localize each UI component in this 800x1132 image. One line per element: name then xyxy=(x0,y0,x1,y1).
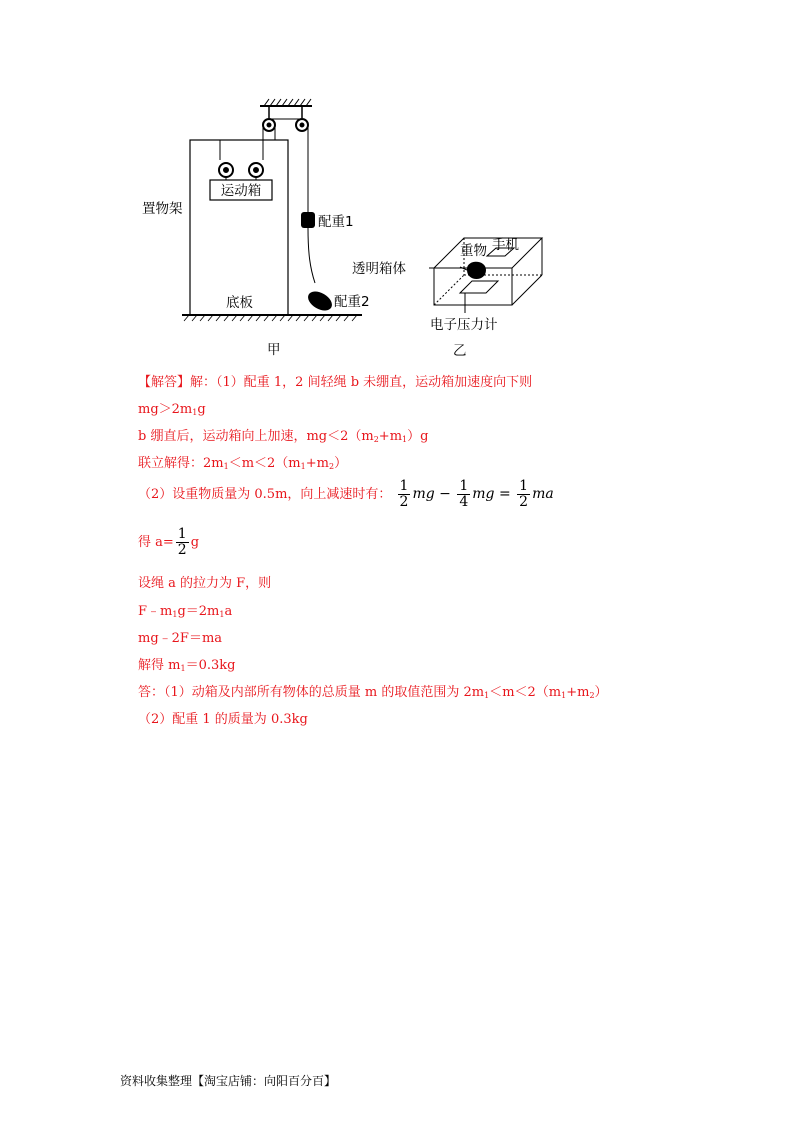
fraction: $\frac{1}{2}$ xyxy=(399,478,409,510)
page-footer: 资料收集整理【淘宝店铺：向阳百分百】 xyxy=(120,1074,337,1088)
fraction: $\frac{1}{4}$ xyxy=(459,478,469,510)
fraction: $\frac{1}{2}$ xyxy=(519,478,529,510)
transparent-box xyxy=(434,238,542,305)
transparent-box-label: 透明箱体 xyxy=(352,261,406,277)
solution-line-1: 【解答】解：（1）配重 1，2 间轻绳 b 未绷直，运动箱加速度向下则 xyxy=(138,375,533,390)
scale-label: 电子压力计 xyxy=(430,317,498,333)
counterweight-2 xyxy=(305,288,336,315)
solution-line-2: $mg>2m_1g$ xyxy=(138,402,206,417)
heavy-object xyxy=(467,262,486,279)
solution-line-3: b 绷直后，运动箱向上加速，$mg<2(m_2+m_1)g$ xyxy=(138,429,429,444)
ropes xyxy=(220,119,315,283)
shelf-label: 置物架 xyxy=(142,201,183,217)
solution-line-9: mg﹣2F＝ma xyxy=(138,631,223,646)
top-pulleys xyxy=(263,119,308,131)
fraction: $\frac{1}{2}$ xyxy=(177,526,187,558)
counterweight-1 xyxy=(301,212,315,228)
shelf-frame xyxy=(190,140,288,315)
caption-b: 乙 xyxy=(453,343,467,359)
physics-figure xyxy=(130,88,570,368)
scale-plate xyxy=(460,281,498,293)
box-pulleys xyxy=(219,163,263,180)
solution-line-5: （2）设重物质量为 0.5m，向上减速时有： $\frac{1}{2}$ mg − $\frac{1}{4}$ mg = $\frac{1}{2}$ ma xyxy=(138,478,554,510)
floor xyxy=(182,315,362,321)
solution-line-8: $F﹣m_1g=2m_1a$ xyxy=(138,604,233,619)
solution-line-12: （2）配重 1 的质量为 0.3kg xyxy=(138,712,308,727)
solution-line-6: 得 a= $\frac{1}{2}$ g xyxy=(138,526,200,558)
counterweight-2-label: 配重2 xyxy=(334,294,370,310)
moving-box-label: 运动箱 xyxy=(220,183,262,199)
heavy-object-label: 重物 xyxy=(460,243,487,259)
phone-label: 手机 xyxy=(492,237,519,253)
solution-line-7: 设绳 a 的拉力为 F，则 xyxy=(138,576,272,591)
caption-a: 甲 xyxy=(267,342,281,358)
solution-line-10: 解得 $m_1=0.3kg$ xyxy=(138,658,236,673)
base-plate-label: 底板 xyxy=(226,295,253,311)
solution-line-11: 答：（1）动箱及内部所有物体的总质量 m 的取值范围为 $2m_1<m<2(m_1+m_2)$ xyxy=(138,685,608,700)
solution-line-4: 联立解得：$2m_1<m<2(m_1+m_2)$ xyxy=(138,456,348,471)
counterweight-1-label: 配重1 xyxy=(318,214,354,230)
ceiling-mount xyxy=(260,99,312,118)
